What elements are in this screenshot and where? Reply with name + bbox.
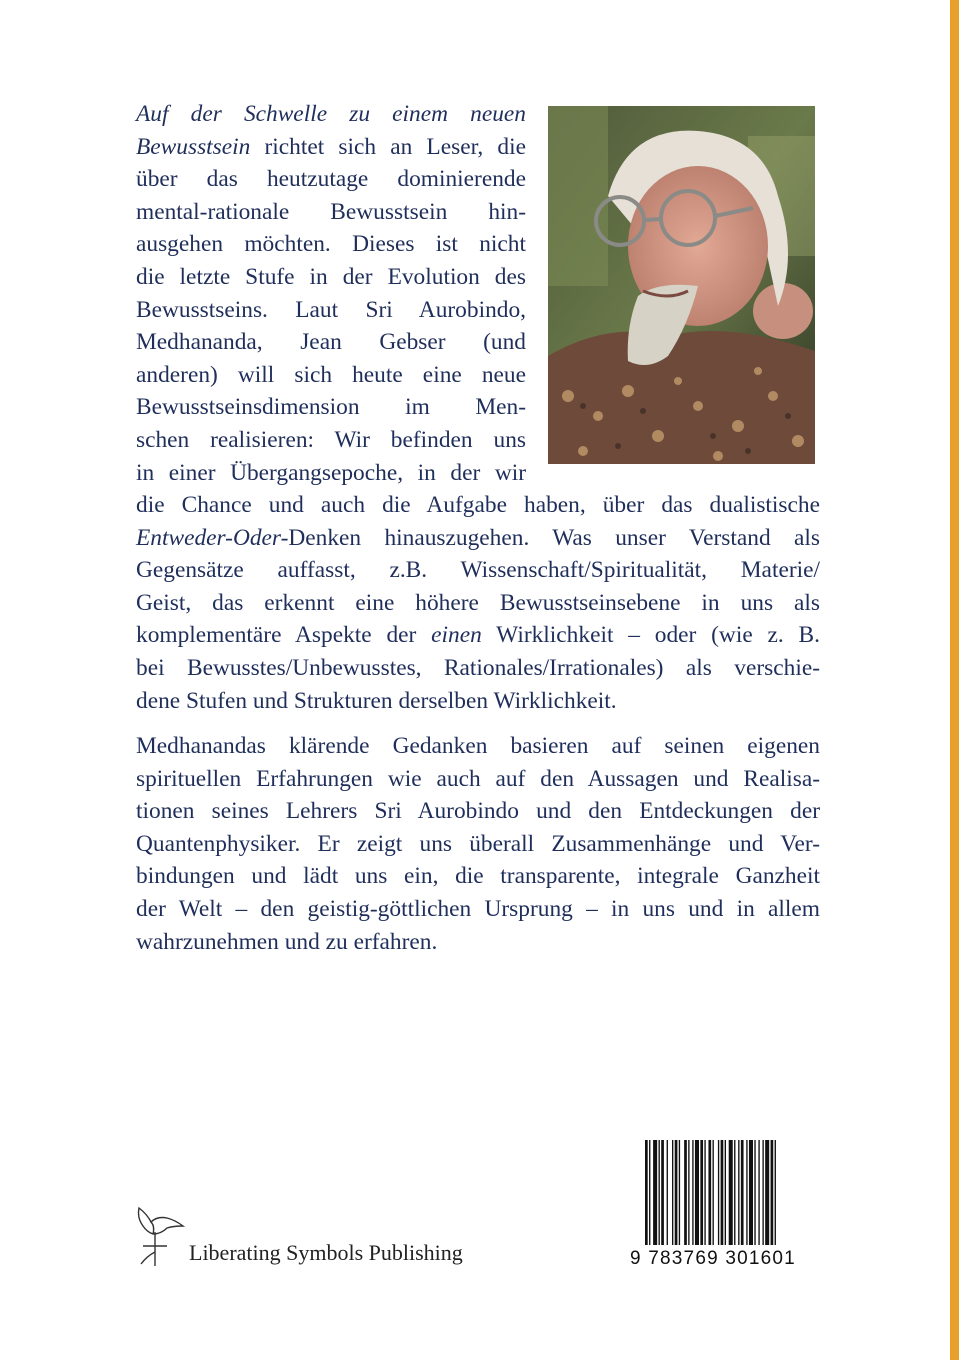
- blurb-line: spirituellen Erfahrungen wie auch auf den Aussagen und Realisa-: [136, 765, 820, 792]
- blurb-line: Bewusstseins. Laut Sri Aurobindo,: [136, 296, 526, 323]
- blurb-line: Geist, das erkennt eine höhere Bewusstseinsebene in uns als: [136, 589, 820, 616]
- publisher-name: Liberating Symbols Publishing: [189, 1240, 463, 1265]
- spine-edge: [950, 0, 959, 1360]
- blurb-line: Medhanandas klärende Gedanken basieren auf seinen eigenen: [136, 733, 820, 759]
- isbn-number: 9 783769 301601: [630, 1248, 796, 1269]
- blurb-paragraph-1-continued: [136, 489, 820, 717]
- blurb-line: anderen) will sich heute eine neue: [136, 361, 526, 388]
- blurb-line: Bewusstseinsdimension im Men-: [136, 394, 526, 421]
- author-photo: [548, 106, 815, 464]
- blurb-line: Auf der Schwelle zu einem neuen: [136, 101, 526, 127]
- blurb-line: Gegensätze auffasst, z.B. Wissenschaft/Spiritualität, Materie/: [136, 557, 820, 584]
- blurb-line: dene Stufen und Strukturen derselben Wirklichkeit.: [136, 687, 617, 714]
- blurb-line: Entweder-Oder-Denken hinauszugehen. Was unser Verstand als: [136, 524, 820, 551]
- blurb-line: komplementäre Aspekte der einen Wirklichkeit – oder (wie z. B.: [136, 622, 821, 649]
- blurb-line: der Welt – den geistig-göttlichen Ursprung – in uns und in allem: [136, 895, 820, 922]
- blurb-line: Quantenphysiker. Er zeigt uns überall Zusammenhänge und Ver-: [136, 830, 820, 857]
- blurb-line: Bewusstsein richtet sich an Leser, die: [136, 133, 526, 160]
- blurb-line: mental-rationale Bewusstsein hin-: [136, 198, 526, 225]
- blurb-paragraph-1: [136, 98, 526, 489]
- blurb-line: tionen seines Lehrers Sri Aurobindo und den Entdeckungen der: [136, 798, 820, 825]
- blurb-line: Medhananda, Jean Gebser (und: [136, 329, 526, 356]
- blurb-line: über das heutzutage dominierende: [136, 166, 526, 193]
- blurb-line: bindungen und lädt uns ein, die transparente, integrale Ganzheit: [136, 863, 820, 890]
- bird-cross-logo-icon: [133, 1204, 185, 1268]
- blurb-line: ausgehen möchten. Dieses ist nicht: [136, 231, 526, 258]
- blurb-paragraph-2: [136, 730, 820, 958]
- blurb-line: bei Bewusstes/Unbewusstes, Rationales/Irrationales) als verschie-: [136, 654, 820, 681]
- blurb-line: schen realisieren: Wir befinden uns: [136, 426, 526, 453]
- blurb-line: wahrzunehmen und zu erfahren.: [136, 928, 438, 955]
- blurb-line: die Chance und auch die Aufgabe haben, über das dualistische: [136, 492, 820, 518]
- blurb-line: die letzte Stufe in der Evolution des: [136, 263, 526, 290]
- blurb-line: in einer Übergangsepoche, in der wir: [136, 459, 526, 486]
